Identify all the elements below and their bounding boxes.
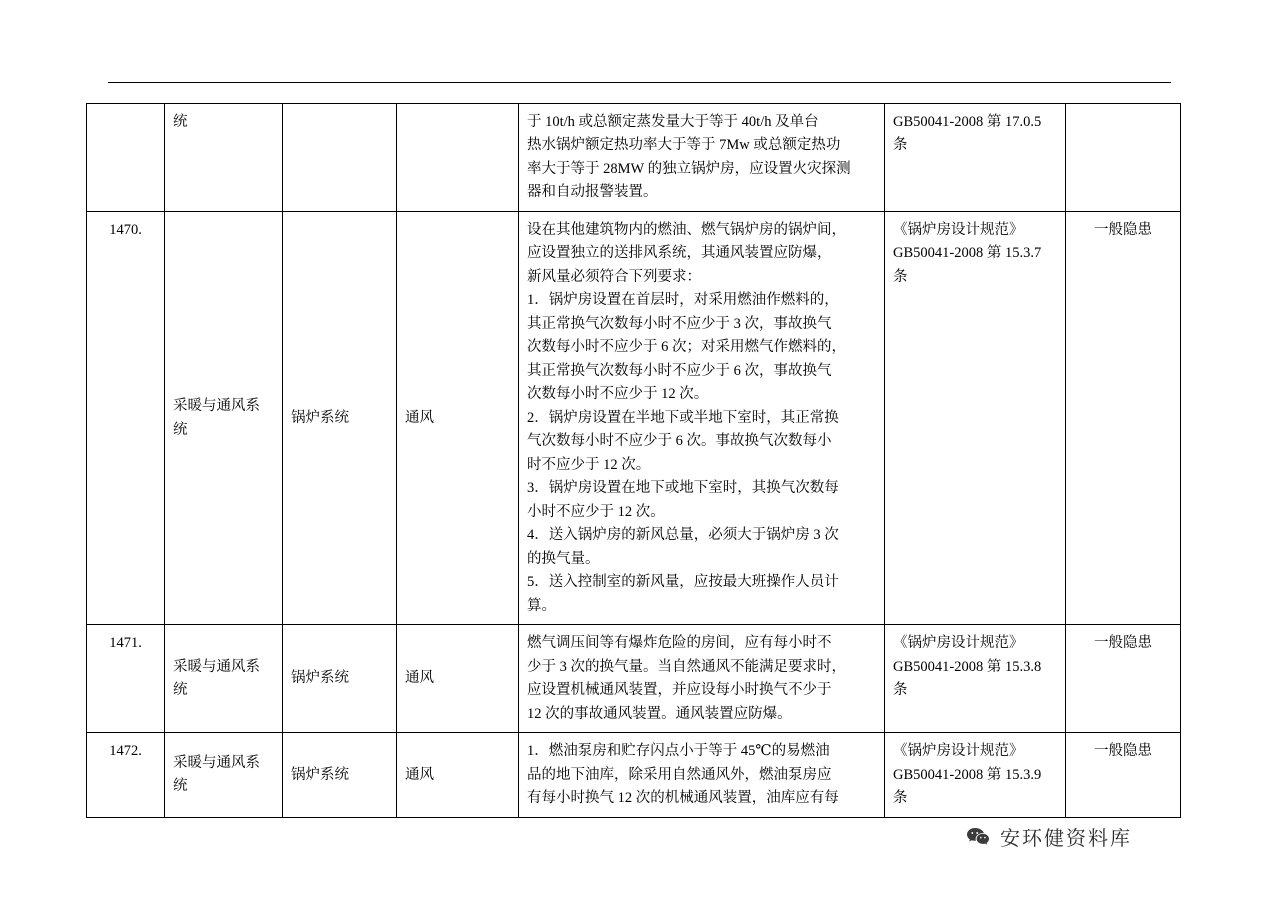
reference-line: 《锅炉房设计规范》 [893, 221, 1024, 238]
reference-line: 《锅炉房设计规范》 [893, 635, 1024, 652]
cell-number: 1471. [87, 625, 165, 733]
description-line: 燃气调压间等有爆炸危险的房间，应有每小时不 [527, 635, 832, 652]
description-line: 气次数每小时不应少于 6 次。事故换气次数每小 [527, 433, 832, 450]
description-line: 算。 [527, 597, 556, 614]
description-line: 率大于等于 28MW 的独立锅炉房，应设置火灾探测 [527, 160, 851, 177]
description-line: 器和自动报警装置。 [527, 184, 658, 201]
description-line: 小时不应少于 12 次。 [527, 503, 665, 520]
cell-reference [885, 625, 1066, 733]
cell-level: 一般隐患 [1066, 625, 1181, 733]
cell-number [87, 104, 165, 212]
description-line: 品的地下油库，除采用自然通风外，燃油泵房应 [527, 766, 832, 783]
description-line: 1．锅炉房设置在首层时，对采用燃油作燃料的， [527, 292, 839, 309]
reference-line: GB50041-2008 第 17.0.5 条 [893, 114, 1042, 154]
description-line: 新风量必须符合下列要求： [527, 268, 701, 285]
cell-reference [885, 104, 1066, 212]
cell-number: 1470. [87, 211, 165, 624]
cell-system: 采暖与通风系统 [165, 211, 283, 624]
description-line: 设在其他建筑物内的燃油、燃气锅炉房的锅炉间， [527, 221, 846, 238]
description-line: 1．燃油泵房和贮存闪点小于等于 45℃的易燃油 [527, 743, 830, 760]
description-line: 其正常换气次数每小时不应少于 6 次，事故换气 [527, 362, 832, 379]
inspection-table [86, 103, 1181, 818]
watermark [965, 822, 1132, 851]
cell-reference [885, 211, 1066, 624]
cell-subsystem: 锅炉系统 [283, 211, 397, 624]
description-line: 其正常换气次数每小时不应少于 3 次，事故换气 [527, 315, 832, 332]
cell-subsystem: 锅炉系统 [283, 625, 397, 733]
cell-description [519, 625, 885, 733]
cell-item [397, 104, 519, 212]
description-line: 5．送入控制室的新风量，应按最大班操作人员计 [527, 574, 839, 591]
cell-reference [885, 733, 1066, 817]
cell-system: 统 [165, 104, 283, 212]
cell-description [519, 733, 885, 817]
reference-line: GB50041-2008 第 15.3.9 条 [893, 766, 1042, 807]
table-row [87, 211, 1181, 624]
cell-level [1066, 104, 1181, 212]
table-row [87, 625, 1181, 733]
cell-item: 通风 [397, 625, 519, 733]
cell-system: 采暖与通风系统 [165, 625, 283, 733]
description-line: 4．送入锅炉房的新风总量，必须大于锅炉房 3 次 [527, 527, 839, 544]
description-line: 12 次的事故通风装置。通风装置应防爆。 [527, 705, 792, 722]
description-line: 少于 3 次的换气量。当自然通风不能满足要求时， [527, 658, 846, 675]
description-line: 有每小时换气 12 次的机械通风装置，油库应有每 [527, 790, 839, 807]
cell-level: 一般隐患 [1066, 733, 1181, 817]
description-line: 于 10t/h 或总额定蒸发量大于等于 40t/h 及单台 [527, 114, 819, 130]
cell-item: 通风 [397, 211, 519, 624]
cell-subsystem [283, 104, 397, 212]
cell-system: 采暖与通风系统 [165, 733, 283, 817]
description-line: 热水锅炉额定热功率大于等于 7Mw 或总额定热功 [527, 137, 841, 154]
description-line: 时不应少于 12 次。 [527, 456, 651, 473]
cell-level: 一般隐患 [1066, 211, 1181, 624]
description-line: 3．锅炉房设置在地下或地下室时，其换气次数每 [527, 480, 839, 497]
cell-description [519, 104, 885, 212]
table-row [87, 104, 1181, 212]
reference-line: 《锅炉房设计规范》 [893, 743, 1024, 760]
wechat-icon [965, 824, 991, 850]
cell-item: 通风 [397, 733, 519, 817]
description-line: 次数每小时不应少于 6 次；对采用燃气作燃料的， [527, 339, 846, 356]
table-row [87, 733, 1181, 817]
reference-line: GB50041-2008 第 15.3.8 条 [893, 658, 1042, 699]
reference-line: GB50041-2008 第 15.3.7 条 [893, 245, 1042, 285]
description-line: 的换气量。 [527, 550, 600, 567]
description-line: 次数每小时不应少于 12 次。 [527, 386, 709, 403]
description-line: 应设置机械通风装置，并应设每小时换气不少于 [527, 682, 832, 699]
description-line: 应设置独立的送排风系统，其通风装置应防爆， [527, 245, 832, 262]
cell-number: 1472. [87, 733, 165, 817]
cell-description [519, 211, 885, 624]
header-rule [108, 82, 1171, 83]
watermark-text: 安环健资料库 [1000, 828, 1132, 850]
cell-subsystem: 锅炉系统 [283, 733, 397, 817]
description-line: 2．锅炉房设置在半地下或半地下室时，其正常换 [527, 409, 839, 426]
